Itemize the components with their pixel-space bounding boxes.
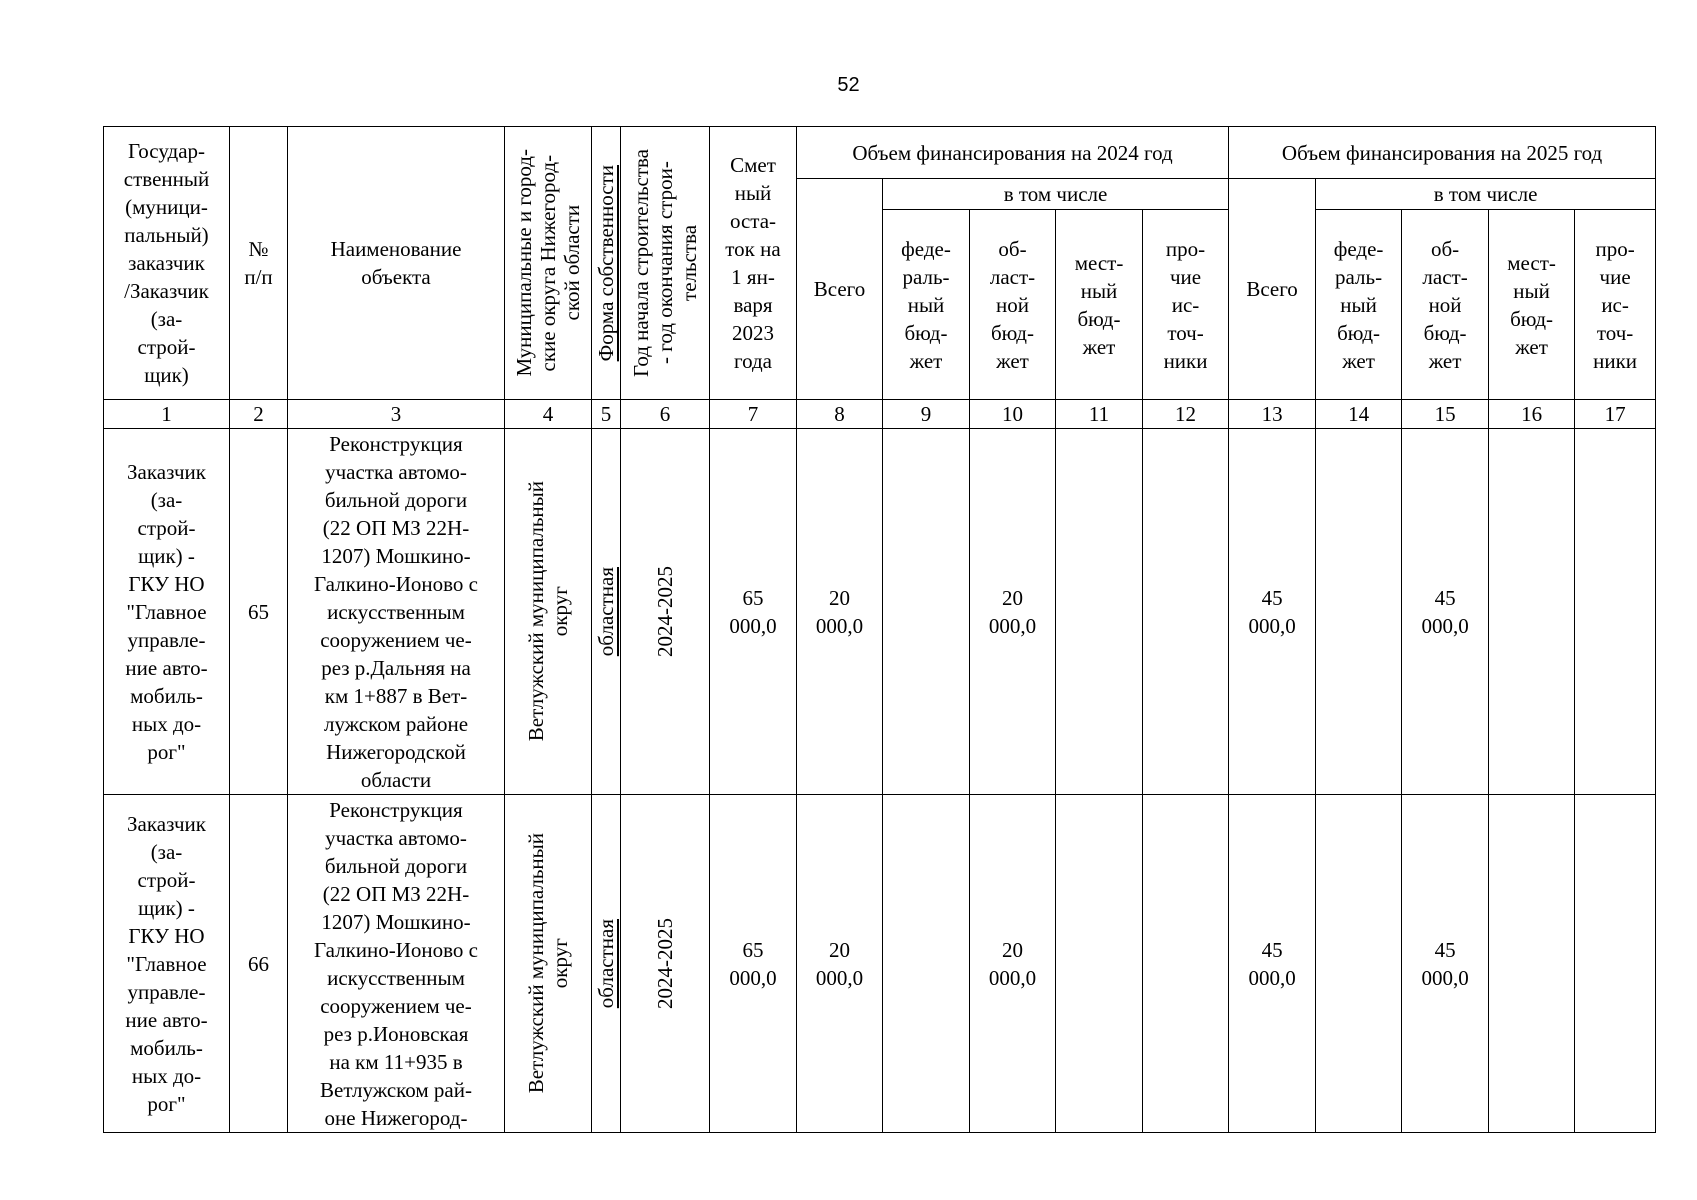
header-incl-2024: в том числе: [883, 179, 1229, 210]
row-federal-2024: [883, 429, 970, 795]
row-customer: Заказчик (за- строй- щик) - ГКУ НО "Главное управле- ние авто- мобиль- ных до- рог": [104, 795, 230, 1133]
header-municipal-text: Муниципальные и город- ские округа Нижегород- ской области: [512, 149, 584, 377]
header-incl-2025: в том числе: [1316, 179, 1656, 210]
header-years: [621, 127, 710, 400]
col-number: 8: [797, 400, 883, 429]
row-remainder: 65 000,0: [710, 795, 797, 1133]
col-number: 14: [1316, 400, 1402, 429]
col-number: 3: [288, 400, 505, 429]
row-regional-2025: 45 000,0: [1402, 429, 1489, 795]
row-regional-2025: 45 000,0: [1402, 795, 1489, 1133]
header-regional-2024: об- ласт- ной бюд- жет: [970, 210, 1056, 400]
row-total-2025: 45 000,0: [1229, 429, 1316, 795]
row-total-2025: 45 000,0: [1229, 795, 1316, 1133]
header-fin-2025: Объем финансирования на 2025 год: [1229, 127, 1656, 179]
col-number: 12: [1143, 400, 1229, 429]
row-num: 65: [230, 429, 288, 795]
col-number: 4: [505, 400, 592, 429]
row-years: [621, 795, 710, 1133]
column-numbers-row: [104, 400, 1656, 429]
row-federal-2025: [1316, 429, 1402, 795]
row-object-name: Реконструкция участка автомо- бильной дороги (22 ОП МЗ 22Н- 1207) Мошкино- Галкино-Ионово с искусственным сооружением че- рез р.Ионовская на км 11+935 в Ветлужском рай- оне Нижегород-: [288, 795, 505, 1133]
row-local-2024: [1056, 795, 1143, 1133]
col-number: 1: [104, 400, 230, 429]
header-federal-2024: феде- раль- ный бюд- жет: [883, 210, 970, 400]
row-num: 66: [230, 795, 288, 1133]
col-number: 2: [230, 400, 288, 429]
header-ownership-text: Форма собственности: [594, 164, 618, 362]
row-municipal-text: Ветлужский муниципальный округ: [524, 481, 572, 742]
row-federal-2025: [1316, 795, 1402, 1133]
row-other-2024: [1143, 429, 1229, 795]
table-row: [104, 795, 1656, 1133]
col-number: 9: [883, 400, 970, 429]
header-total-2025: Всего: [1229, 179, 1316, 400]
header-other-2024: про- чие ис- точ- ники: [1143, 210, 1229, 400]
row-years-text: 2024-2025: [653, 566, 677, 657]
header-other-2025: про- чие ис- точ- ники: [1575, 210, 1656, 400]
row-other-2025: [1575, 795, 1656, 1133]
header-object-name: Наименование объекта: [288, 127, 505, 400]
header-regional-2025: об- ласт- ной бюд- жет: [1402, 210, 1489, 400]
row-local-2024: [1056, 429, 1143, 795]
col-number: 16: [1489, 400, 1575, 429]
header-total-2024: Всего: [797, 179, 883, 400]
row-ownership-text: областная: [594, 918, 618, 1009]
header-local-2024: мест- ный бюд- жет: [1056, 210, 1143, 400]
col-number: 17: [1575, 400, 1656, 429]
col-number: 6: [621, 400, 710, 429]
header-fin-2024: Объем финансирования на 2024 год: [797, 127, 1229, 179]
header-row-1: [104, 127, 1656, 179]
row-years: [621, 429, 710, 795]
col-number: 10: [970, 400, 1056, 429]
header-remainder: Смет ный оста- ток на 1 ян- варя 2023 года: [710, 127, 797, 400]
col-number: 15: [1402, 400, 1489, 429]
header-num: № п/п: [230, 127, 288, 400]
row-ownership-text: областная: [594, 566, 618, 657]
header-ownership: [592, 127, 621, 400]
table-row: [104, 429, 1656, 795]
row-federal-2024: [883, 795, 970, 1133]
row-total-2024: 20 000,0: [797, 429, 883, 795]
row-ownership: [592, 429, 621, 795]
header-years-text: Год начала строительства - год окончания строи- тельства: [629, 149, 701, 377]
row-municipal: [505, 795, 592, 1133]
row-total-2024: 20 000,0: [797, 795, 883, 1133]
row-other-2024: [1143, 795, 1229, 1133]
row-municipal: [505, 429, 592, 795]
financing-table: [103, 126, 1656, 1133]
row-local-2025: [1489, 795, 1575, 1133]
row-object-name: Реконструкция участка автомо- бильной дороги (22 ОП МЗ 22Н- 1207) Мошкино- Галкино-Ионово с искусственным сооружением че- рез р.Дальняя на км 1+887 в Вет- лужском районе Нижегородской области: [288, 429, 505, 795]
row-other-2025: [1575, 429, 1656, 795]
row-customer: Заказчик (за- строй- щик) - ГКУ НО "Главное управле- ние авто- мобиль- ных до- рог": [104, 429, 230, 795]
header-federal-2025: феде- раль- ный бюд- жет: [1316, 210, 1402, 400]
row-regional-2024: 20 000,0: [970, 795, 1056, 1133]
row-ownership: [592, 795, 621, 1133]
col-number: 7: [710, 400, 797, 429]
header-municipal: [505, 127, 592, 400]
header-local-2025: мест- ный бюд- жет: [1489, 210, 1575, 400]
row-local-2025: [1489, 429, 1575, 795]
header-customer: Государ- ственный (муници- пальный) заказчик /Заказчик (за- строй- щик): [104, 127, 230, 400]
col-number: 13: [1229, 400, 1316, 429]
row-remainder: 65 000,0: [710, 429, 797, 795]
col-number: 11: [1056, 400, 1143, 429]
row-municipal-text: Ветлужский муниципальный округ: [524, 833, 572, 1094]
row-regional-2024: 20 000,0: [970, 429, 1056, 795]
page-number: 52: [837, 74, 860, 96]
col-number: 5: [592, 400, 621, 429]
row-years-text: 2024-2025: [653, 918, 677, 1009]
